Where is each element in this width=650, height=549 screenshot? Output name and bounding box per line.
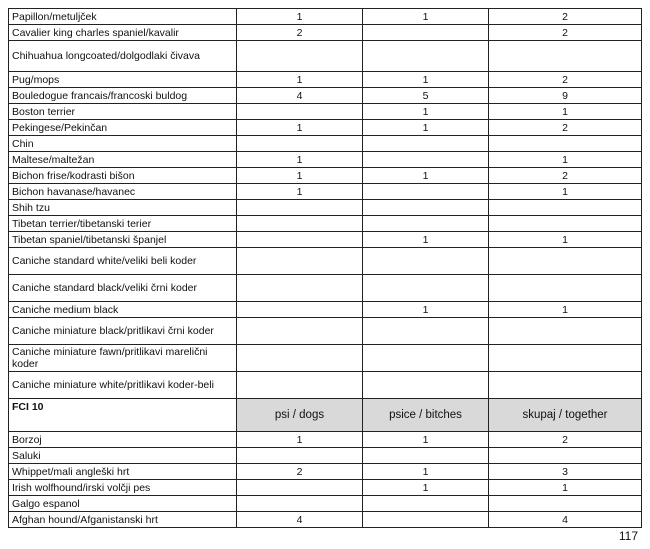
dogs-count-cell: 1: [237, 72, 363, 88]
table-row: [9, 448, 642, 464]
breed-name-cell: Tibetan spaniel/tibetanski španjel: [9, 232, 237, 248]
dogs-count-cell: 1: [237, 184, 363, 200]
breed-name-cell: Caniche standard white/veliki beli koder: [9, 248, 237, 275]
bitches-count-cell: 1: [363, 9, 489, 25]
together-count-cell: 3: [489, 464, 642, 480]
together-count-cell: 2: [489, 9, 642, 25]
together-count-cell: 1: [489, 184, 642, 200]
dogs-count-cell: [237, 496, 363, 512]
together-count-cell: 9: [489, 88, 642, 104]
together-count-cell: [489, 372, 642, 399]
breed-name-cell: Shih tzu: [9, 200, 237, 216]
breed-name-cell: Afghan hound/Afganistanski hrt: [9, 512, 237, 528]
dogs-count-cell: 1: [237, 168, 363, 184]
breed-table: [8, 8, 642, 528]
breed-name-cell: Saluki: [9, 448, 237, 464]
dogs-count-cell: 4: [237, 88, 363, 104]
bitches-count-cell: [363, 216, 489, 232]
table-row: [9, 168, 642, 184]
breed-name-cell: Bichon frise/kodrasti bišon: [9, 168, 237, 184]
table-row: [9, 25, 642, 41]
table-row: [9, 464, 642, 480]
dogs-count-cell: [237, 480, 363, 496]
breed-name-cell: Bichon havanase/havanec: [9, 184, 237, 200]
table-row: [9, 232, 642, 248]
together-count-cell: 1: [489, 104, 642, 120]
breed-name-cell: Caniche medium black: [9, 302, 237, 318]
breed-rows-top: [9, 9, 642, 399]
bitches-count-cell: [363, 448, 489, 464]
bitches-count-cell: [363, 136, 489, 152]
breed-name-cell: Caniche miniature fawn/pritlikavi marelični koder: [9, 345, 237, 372]
dogs-count-cell: 2: [237, 25, 363, 41]
breed-name-cell: Tibetan terrier/tibetanski terier: [9, 216, 237, 232]
together-count-cell: 2: [489, 72, 642, 88]
col-header-dogs: psi / dogs: [237, 399, 363, 432]
dogs-count-cell: [237, 345, 363, 372]
breed-name-cell: Bouledogue francais/francoski buldog: [9, 88, 237, 104]
dogs-count-cell: 1: [237, 120, 363, 136]
bitches-count-cell: 1: [363, 232, 489, 248]
bitches-count-cell: 1: [363, 72, 489, 88]
together-count-cell: [489, 136, 642, 152]
bitches-count-cell: 1: [363, 104, 489, 120]
together-count-cell: [489, 345, 642, 372]
dogs-count-cell: 1: [237, 9, 363, 25]
bitches-count-cell: [363, 41, 489, 72]
breed-name-cell: Borzoj: [9, 432, 237, 448]
together-count-cell: 1: [489, 302, 642, 318]
bitches-count-cell: [363, 248, 489, 275]
breed-name-cell: Chin: [9, 136, 237, 152]
table-row: [9, 432, 642, 448]
table-row: [9, 9, 642, 25]
dogs-count-cell: 1: [237, 432, 363, 448]
table-row: [9, 372, 642, 399]
group-header-row: [9, 399, 642, 432]
table-row: [9, 496, 642, 512]
breed-name-cell: Irish wolfhound/irski volčji pes: [9, 480, 237, 496]
table-row: [9, 216, 642, 232]
bitches-count-cell: [363, 275, 489, 302]
breed-name-cell: Pug/mops: [9, 72, 237, 88]
dogs-count-cell: 4: [237, 512, 363, 528]
group-label: FCI 10: [9, 399, 237, 432]
bitches-count-cell: 1: [363, 480, 489, 496]
dogs-count-cell: [237, 448, 363, 464]
dogs-count-cell: [237, 275, 363, 302]
page-number: 117: [618, 529, 638, 543]
together-count-cell: [489, 200, 642, 216]
group-header: [9, 399, 642, 432]
table-row: [9, 345, 642, 372]
dogs-count-cell: 1: [237, 152, 363, 168]
together-count-cell: 1: [489, 232, 642, 248]
bitches-count-cell: 1: [363, 120, 489, 136]
bitches-count-cell: [363, 345, 489, 372]
together-count-cell: [489, 41, 642, 72]
together-count-cell: 2: [489, 168, 642, 184]
together-count-cell: [489, 318, 642, 345]
table-row: [9, 248, 642, 275]
breed-name-cell: Papillon/metuljček: [9, 9, 237, 25]
bitches-count-cell: [363, 200, 489, 216]
table-row: [9, 88, 642, 104]
bitches-count-cell: [363, 496, 489, 512]
together-count-cell: 2: [489, 120, 642, 136]
together-count-cell: 2: [489, 432, 642, 448]
dogs-count-cell: [237, 318, 363, 345]
dogs-count-cell: [237, 104, 363, 120]
bitches-count-cell: [363, 25, 489, 41]
table-row: [9, 318, 642, 345]
bitches-count-cell: 1: [363, 432, 489, 448]
breed-name-cell: Caniche standard black/veliki črni koder: [9, 275, 237, 302]
col-header-together: skupaj / together: [489, 399, 642, 432]
table-row: [9, 152, 642, 168]
bitches-count-cell: 5: [363, 88, 489, 104]
table-row: [9, 512, 642, 528]
breed-name-cell: Chihuahua longcoated/dolgodlaki čivava: [9, 41, 237, 72]
bitches-count-cell: 1: [363, 464, 489, 480]
col-header-bitches: psice / bitches: [363, 399, 489, 432]
bitches-count-cell: [363, 152, 489, 168]
together-count-cell: 1: [489, 152, 642, 168]
breed-name-cell: Whippet/mali angleški hrt: [9, 464, 237, 480]
together-count-cell: [489, 448, 642, 464]
dogs-count-cell: [237, 372, 363, 399]
bitches-count-cell: 1: [363, 302, 489, 318]
breed-name-cell: Caniche miniature black/pritlikavi črni koder: [9, 318, 237, 345]
dogs-count-cell: [237, 232, 363, 248]
dogs-count-cell: [237, 41, 363, 72]
bitches-count-cell: [363, 372, 489, 399]
bitches-count-cell: [363, 512, 489, 528]
together-count-cell: 2: [489, 25, 642, 41]
table-row: [9, 184, 642, 200]
table-row: [9, 104, 642, 120]
table-row: [9, 120, 642, 136]
breed-rows-bottom: [9, 432, 642, 528]
table-row: [9, 136, 642, 152]
bitches-count-cell: [363, 184, 489, 200]
table-row: [9, 480, 642, 496]
breed-name-cell: Maltese/maltežan: [9, 152, 237, 168]
breed-name-cell: Caniche miniature white/pritlikavi koder-beli: [9, 372, 237, 399]
together-count-cell: [489, 248, 642, 275]
table-row: [9, 275, 642, 302]
together-count-cell: 4: [489, 512, 642, 528]
breed-name-cell: Pekingese/Pekinčan: [9, 120, 237, 136]
bitches-count-cell: 1: [363, 168, 489, 184]
together-count-cell: [489, 496, 642, 512]
dogs-count-cell: [237, 136, 363, 152]
together-count-cell: [489, 275, 642, 302]
together-count-cell: 1: [489, 480, 642, 496]
dogs-count-cell: 2: [237, 464, 363, 480]
breed-name-cell: Cavalier king charles spaniel/kavalir: [9, 25, 237, 41]
dogs-count-cell: [237, 216, 363, 232]
together-count-cell: [489, 216, 642, 232]
dogs-count-cell: [237, 248, 363, 275]
table-row: [9, 302, 642, 318]
table-row: [9, 72, 642, 88]
bitches-count-cell: [363, 318, 489, 345]
table-row: [9, 200, 642, 216]
table-row: [9, 41, 642, 72]
breed-name-cell: Galgo espanol: [9, 496, 237, 512]
dogs-count-cell: [237, 302, 363, 318]
breed-name-cell: Boston terrier: [9, 104, 237, 120]
dogs-count-cell: [237, 200, 363, 216]
